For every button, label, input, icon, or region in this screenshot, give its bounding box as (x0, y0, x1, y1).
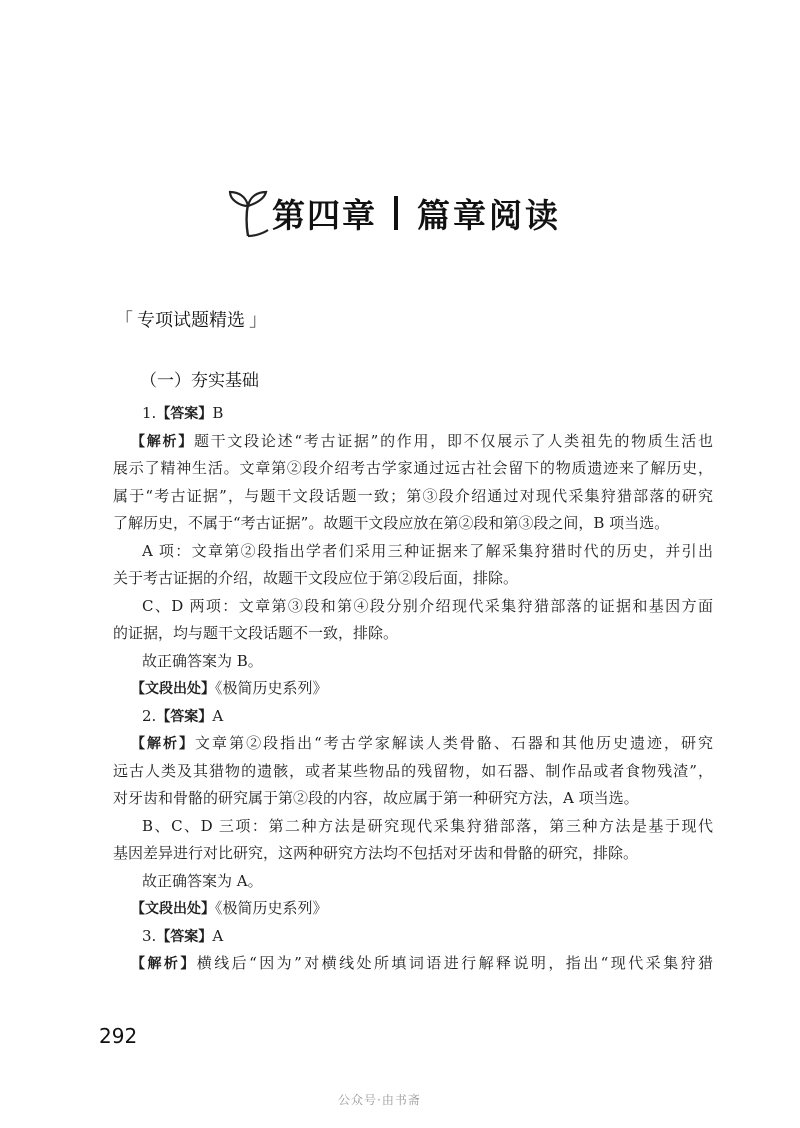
q1-answer-tag: 【答案】 (156, 406, 213, 422)
q2-analysis-line: 远古人类及其猎物的遗骸，或者某些物品的残留物，如石器、制作品或者食物残渣”， (113, 761, 713, 780)
q2-conclusion: 故正确答案为 A。 (142, 871, 263, 890)
q3-analysis-tag: 【解析】 (131, 956, 197, 972)
q1-source: 《极简历史系列》 (215, 679, 328, 697)
q1-option-cd-line: C、D 两项：文章第③段和第④段分别介绍现代采集狩猎部落的证据和基因方面 (142, 596, 713, 615)
chapter-number: 第四章 (272, 196, 377, 235)
q3-answer: A (212, 926, 224, 945)
section-left-bracket: 「 (115, 310, 133, 331)
section-title: 专项试题精选 (137, 310, 245, 331)
q1-answer: B (212, 404, 224, 422)
chapter-title: 篇章阅读 (417, 196, 561, 235)
q1-source-line (113, 675, 713, 703)
q1-analysis-line: 了解历史，不属于“考古证据”。故题干文段应放在第②段和第③段之间，B 项当选。 (113, 514, 670, 532)
answer-content (113, 400, 713, 978)
q1-option-a-line: A 项：文章第②段指出学者们采用三种证据来了解采集狩猎时代的历史，并引出 (142, 541, 713, 560)
q2-source-line (113, 895, 713, 923)
q2-analysis-text: 文章第②段指出“考古学家解读人类骨骼、石器和其他历史遗迹，研究 (195, 734, 714, 752)
page-number: 292 (99, 1024, 138, 1048)
q2-source: 《极简历史系列》 (215, 899, 328, 917)
q1-analysis-line: 展示了精神生活。文章第②段介绍考古学家通过远古社会留下的物质遗迹来了解历史， (113, 459, 713, 477)
q2-option-bcd-line: 基因差异进行对比研究，这两种研究方法均不包括对牙齿和骨骼的研究，排除。 (113, 844, 639, 862)
chapter-divider (394, 196, 398, 230)
q1-analysis-tag: 【解析】 (131, 433, 194, 450)
q1-answer-line (113, 400, 713, 428)
watermark-text: 公众号·由书斋 (338, 1093, 421, 1107)
chapter-heading (0, 178, 800, 248)
q1-option-cd-line: 的证据，均与题干文段话题不一致，排除。 (113, 624, 399, 642)
sprout-icon (224, 184, 272, 238)
q3-answer-tag: 【答案】 (156, 928, 213, 945)
q2-analysis-tag: 【解析】 (131, 736, 196, 752)
q2-analysis-line: 对牙齿和骨骼的研究属于第②段的内容，故应属于第一种研究方法，A 项当选。 (113, 789, 639, 807)
q1-conclusion: 故正确答案为 B。 (142, 651, 263, 670)
q2-number: 2. (142, 706, 157, 725)
q2-analysis-line (113, 730, 713, 758)
q1-number: 1. (142, 404, 157, 422)
q2-source-tag: 【文段出处】 (131, 901, 215, 917)
q2-option-bcd-line: B、C、D 三项：第二种方法是研究现代采集狩猎部落，第三种方法是基于现代 (142, 816, 713, 835)
q3-analysis-line (113, 950, 713, 978)
subsection-title: （一）夯实基础 (140, 371, 259, 391)
q1-source-tag: 【文段出处】 (131, 681, 215, 697)
q3-answer-line (113, 923, 713, 951)
q3-analysis-text: 横线后“因为”对横线处所填词语进行解释说明，指出“现代采集狩猎 (196, 954, 713, 972)
q2-answer: A (212, 706, 224, 725)
q1-analysis-line (113, 428, 713, 456)
q1-option-a-line: 关于考古证据的介绍，故题干文段应位于第②段后面，排除。 (113, 569, 519, 587)
q2-answer-line (113, 703, 713, 731)
section-right-bracket: 」 (249, 310, 267, 331)
section-heading (115, 306, 267, 332)
q3-number: 3. (142, 926, 157, 945)
q1-analysis-line: 属于“考古证据”，与题干文段话题一致；第③段介绍通过对现代采集狩猎部落的研究 (113, 486, 713, 505)
q2-answer-tag: 【答案】 (156, 708, 213, 725)
q1-analysis-text: 题干文段论述“考古证据”的作用，即不仅展示了人类祖先的物质生活也 (193, 431, 714, 450)
